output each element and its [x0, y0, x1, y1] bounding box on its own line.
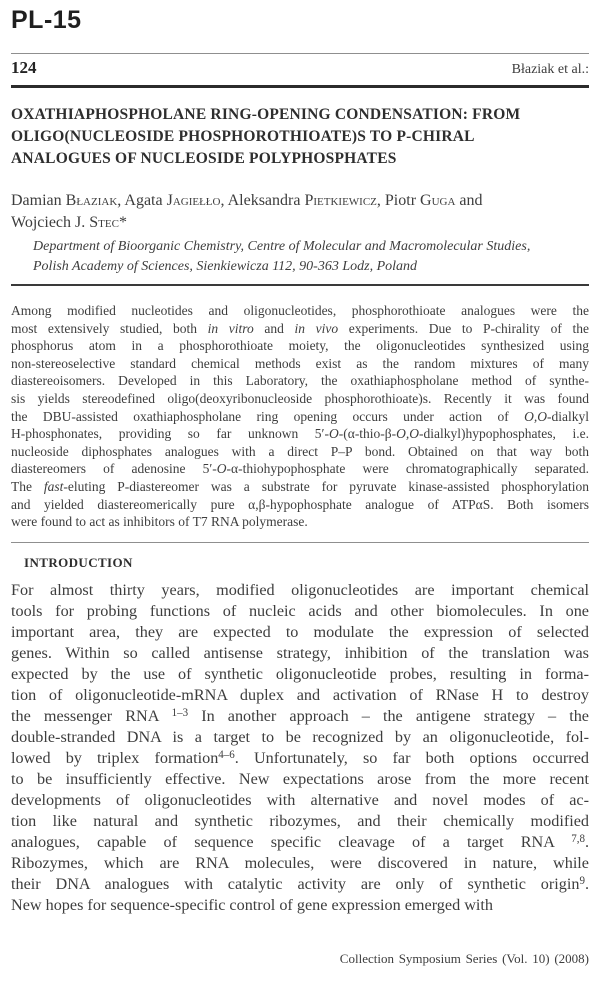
affiliation: Department of Bioorganic Chemistry, Centre of Molecular and Macromolecular Studies, Polish Academy of Sciences, Sienkiewicza 112, 90-363 Lodz, Poland: [33, 239, 531, 274]
abstract-paragraph: Among modified nucleotides and oligonucleotides, phosphorothioate analogues were the most extensively studied, both in vitro and in vivo experiments. Due to P-chirality of the phosphorus atom in a phosphorothioate moiety, the oligonucleotides synthesized using non-stereoselective standard chemical methods exist as the random mixtures of many diastereoisomers. Developed in this Laboratory, the oxathiaphospholane method of synthe- sis yields stereodefined oligo(deoxyribonucleoside phosphorothioate)s. Recently it was found the DBU-assisted oxathiaphospholane ring opening occurs under action of O,O-dialkyl H-phosphonates, providing so far unknown 5′-O-(α-thio-β-O,O-dialkyl)hypophosphates, i.e. nucleoside diphosphates analogues with a direct P–P bond. Obtained on that way both diastereomers of adenosine 5′-O-α-thiohypophosphate were chromatographically separated. The fast-eluting P-diastereomer was a substrate for pyruvate kinase-assisted phosphorylation and yielded diastereomerically pure α,β-hypophosphate analogue of ATPαS. Both isomers were found to act as inhibitors of T7 RNA polymerase.: [11, 303, 589, 530]
running-head: Błaziak et al.:: [511, 62, 589, 77]
author-list: Damian Błaziak, Agata Jagiełło, Aleksandra Pietkiewicz, Piotr Guga and Wojciech J. Stec*: [11, 192, 483, 231]
paper-code-label: PL-15: [11, 6, 82, 34]
abstract-bottom-divider: [11, 542, 589, 543]
header-bottom-divider: [11, 85, 589, 88]
running-head-row: [11, 57, 589, 81]
journal-footer: Collection Symposium Series (Vol. 10) (2008): [339, 951, 589, 966]
abstract-top-divider: [11, 284, 589, 286]
page-number: 124: [11, 58, 37, 77]
section-heading-introduction: INTRODUCTION: [24, 554, 133, 570]
article-title: OXATHIAPHOSPHOLANE RING-OPENING CONDENSATION: FROM OLIGO(NUCLEOSIDE PHOSPHOROTHIOATE)S TO P-CHIRAL ANALOGUES OF NUCLEOSIDE POLYPHOSPHATES: [11, 106, 521, 167]
introduction-paragraph: For almost thirty years, modified oligonucleotides are important chemical tools for probing functions of nucleic acids and other biomolecules. In one important area, they are expected to modulate the expression of selected genes. Within so called antisense strategy, inhibition of the translation was expected by the use of synthetic oligonucleotide probes, resulting in forma- tion of oligonucleotide-mRNA duplex and activation of RNase H to destroy the messenger RNA $^{1-3}$ In another approach – the antigene strategy – the double-stranded DNA is a target to be recognized by an oligonucleotide, fol- lowed by triplex formation$^{4-6}$. Unfortunately, so far both options occurred to be insufficiently effective. New expectations arose from the more recent developments of oligonucleotides with alternative and novel modes of ac- tion like natural and synthetic ribozymes, and their chemically modified analogues, capable of sequence specific cleavage of a target RNA $^{7,8}$. Ribozymes, which are RNA molecules, were discovered in nature, while their DNA analogues with catalytic activity are only of synthetic origin$^9$. New hopes for sequence-specific control of gene expression emerged with: [11, 580, 589, 914]
header-top-divider: [11, 53, 589, 54]
